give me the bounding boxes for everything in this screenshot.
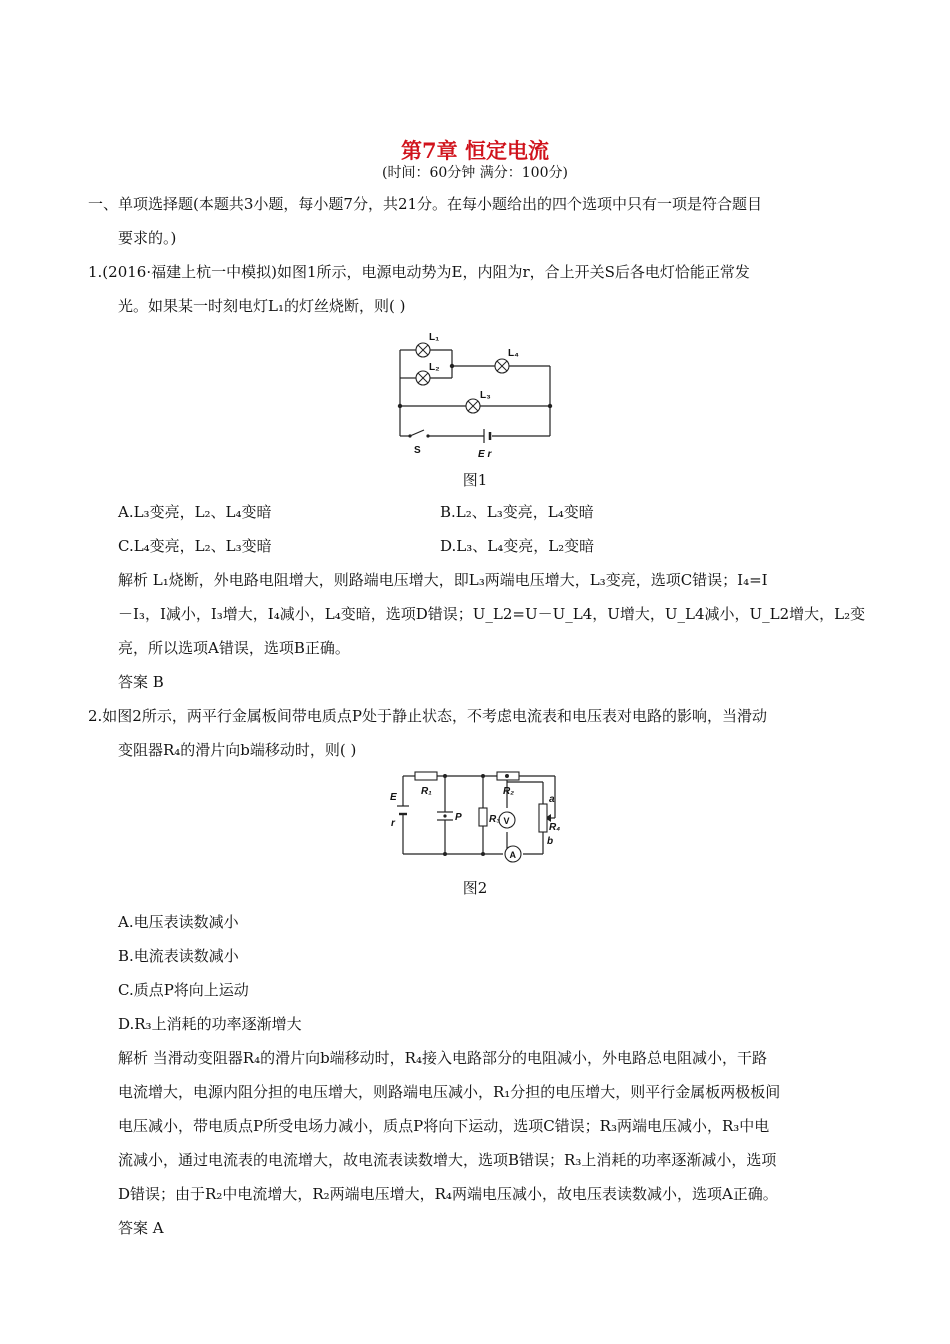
q2-analysis-end: D错误；由于R₂中电流增大，R₂两端电压增大，R₄两端电压减小，故电压表读数减小，选项A正确。	[118, 1185, 778, 1203]
label-er: E r	[478, 449, 492, 460]
figure-1-caption: 图1	[462, 471, 488, 489]
label-l4: L₄	[508, 348, 519, 359]
label-a: a	[549, 794, 555, 805]
q1-analysis: 解析 L₁烧断，外电路电阻增大，则路端电压增大，即L₃两端电压增大，L₃变亮，选项C错误；I₄=I	[118, 571, 768, 589]
circuit-figure-2	[385, 768, 575, 868]
label-r: r	[391, 818, 395, 829]
q2-stem: 2.如图2所示，两平行金属板间带电质点P处于静止状态，不考虑电流表和电压表对电路的影响，当滑动	[88, 707, 767, 725]
voltmeter-label: V	[503, 816, 510, 826]
section-heading-cont: 要求的。)	[118, 229, 177, 247]
section-heading: 一、单项选择题(本题共3小题，每小题7分，共21分。在每小题给出的四个选项中只有一项是符合题目	[88, 195, 763, 213]
ammeter-label: A	[509, 850, 516, 860]
q2-option-c: C.质点P将向上运动	[118, 981, 249, 999]
figure-2-caption: 图2	[462, 879, 488, 897]
label-s: S	[414, 445, 421, 456]
label-l2: L₂	[429, 362, 440, 373]
label-l3: L₃	[480, 390, 491, 401]
page-title: 第7章 恒定电流	[401, 138, 549, 163]
q2-option-d: D.R₃上消耗的功率逐渐增大	[118, 1015, 302, 1033]
q2-analysis-cont3: 流减小，通过电流表的电流增大，故电流表读数增大，选项B错误；R₃上消耗的功率逐渐减小，选项	[118, 1151, 777, 1169]
q1-stem-cont: 光。如果某一时刻电灯L₁的灯丝烧断，则( )	[118, 297, 406, 315]
q1-option-c: C.L₄变亮，L₂、L₃变暗	[118, 537, 272, 555]
q2-answer: 答案 A	[118, 1219, 164, 1237]
label-r4: R₄	[549, 822, 561, 833]
q2-stem-cont: 变阻器R₄的滑片向b端移动时，则( )	[118, 741, 357, 759]
label-r3: R₃	[489, 814, 501, 825]
label-p: P	[455, 812, 462, 823]
q1-analysis-end: 亮，所以选项A错误，选项B正确。	[118, 639, 350, 657]
q1-option-b: B.L₂、L₃变亮，L₄变暗	[440, 503, 594, 521]
label-l1: L₁	[429, 332, 440, 343]
q2-option-a: A.电压表读数减小	[118, 913, 239, 931]
q2-analysis-cont2: 电压减小，带电质点P所受电场力减小，质点P将向下运动，选项C错误；R₃两端电压减小，R₃中电	[118, 1117, 770, 1135]
q1-analysis-cont: －I₃，I减小，I₃增大，I₄减小，L₄变暗，选项D错误；U_L2=U－U_L4，U增大，U_L4减小，U_L2增大，L₂变	[118, 605, 866, 623]
q1-option-d: D.L₃、L₄变亮，L₂变暗	[440, 537, 595, 555]
q1-option-a: A.L₃变亮，L₂、L₄变暗	[118, 503, 272, 521]
label-b: b	[547, 836, 554, 847]
q1-stem: 1.(2016·福建上杭一中模拟)如图1所示，电源电动势为E，内阻为r，合上开关S后各电灯恰能正常发	[88, 263, 750, 281]
label-r1: R₁	[421, 786, 432, 797]
exam-info: (时间：60分钟 满分：100分)	[382, 165, 568, 181]
label-r2: R₂	[503, 786, 515, 797]
label-e: E	[390, 792, 397, 803]
q1-answer: 答案 B	[118, 673, 164, 691]
q2-analysis: 解析 当滑动变阻器R₄的滑片向b端移动时，R₄接入电路部分的电阻减小，外电路总电阻减小，干路	[118, 1049, 767, 1067]
q2-analysis-cont: 电流增大，电源内阻分担的电压增大，则路端电压减小，R₁分担的电压增大，则平行金属板两极板间	[118, 1083, 781, 1101]
q2-option-b: B.电流表读数减小	[118, 947, 239, 965]
circuit-figure-1	[380, 326, 570, 466]
